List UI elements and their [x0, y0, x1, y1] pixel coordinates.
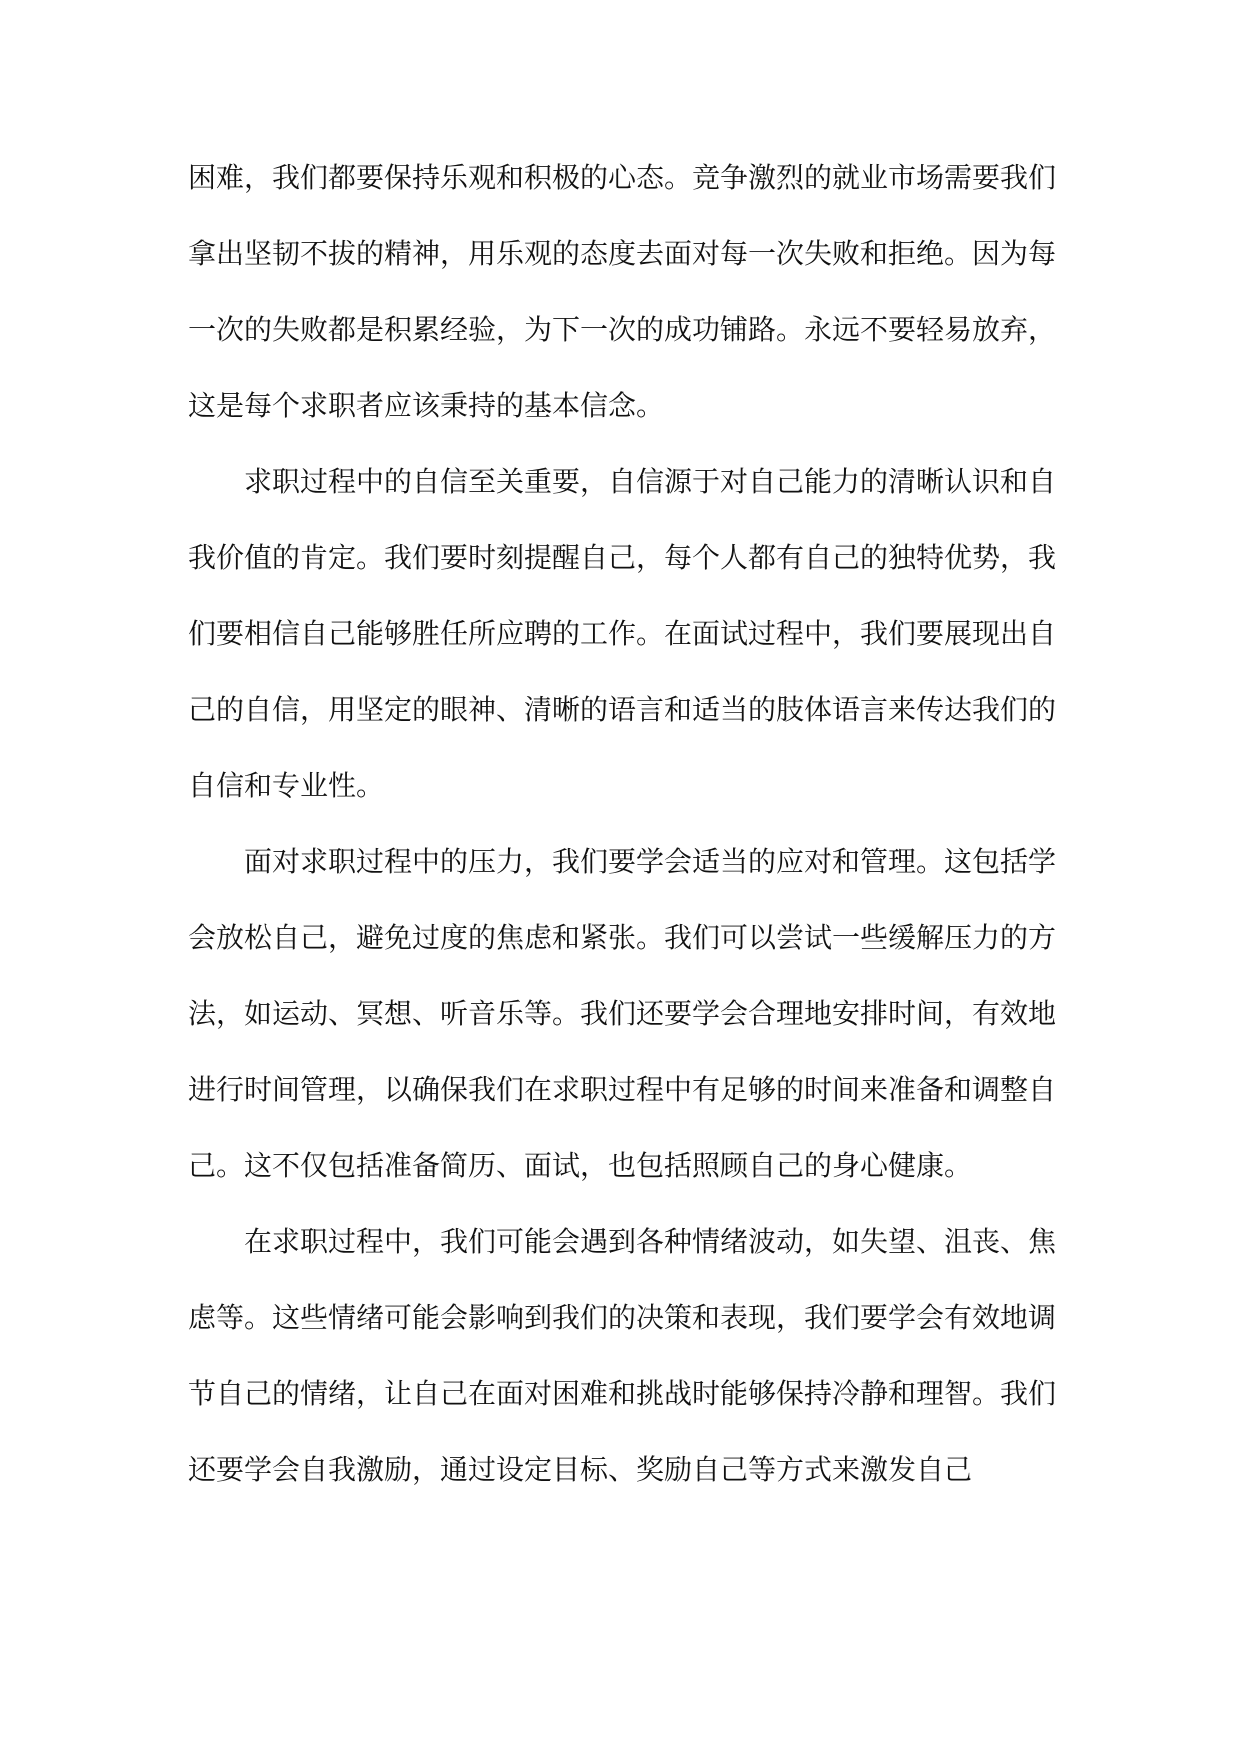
paragraph-4: 在求职过程中，我们可能会遇到各种情绪波动，如失望、沮丧、焦虑等。这些情绪可能会影响到我们的决策和表现，我们要学会有效地调节自己的情绪，让自己在面对困难和挑战时能够保持冷静和理智。我们还要学会自我激励，通过设定目标、奖励自己等方式来激发自己 [188, 1225, 1057, 1486]
paragraph-2: 求职过程中的自信至关重要，自信源于对自己能力的清晰认识和自我价值的肯定。我们要时刻提醒自己，每个人都有自己的独特优势，我们要相信自己能够胜任所应聘的工作。在面试过程中，我们要展现出自己的自信，用坚定的眼神、清晰的语言和适当的肢体语言来传达我们的自信和专业性。 [188, 465, 1057, 802]
document-body [188, 140, 1056, 1508]
paragraph-3: 面对求职过程中的压力，我们要学会适当的应对和管理。这包括学会放松自己，避免过度的焦虑和紧张。我们可以尝试一些缓解压力的方法，如运动、冥想、听音乐等。我们还要学会合理地安排时间，有效地进行时间管理，以确保我们在求职过程中有足够的时间来准备和调整自己。这不仅包括准备简历、面试，也包括照顾自己的身心健康。 [188, 845, 1057, 1182]
paragraph-1: 困难，我们都要保持乐观和积极的心态。竞争激烈的就业市场需要我们拿出坚韧不拔的精神，用乐观的态度去面对每一次失败和拒绝。因为每一次的失败都是积累经验，为下一次的成功铺路。永远不要轻易放弃，这是每个求职者应该秉持的基本信念。 [188, 161, 1057, 422]
